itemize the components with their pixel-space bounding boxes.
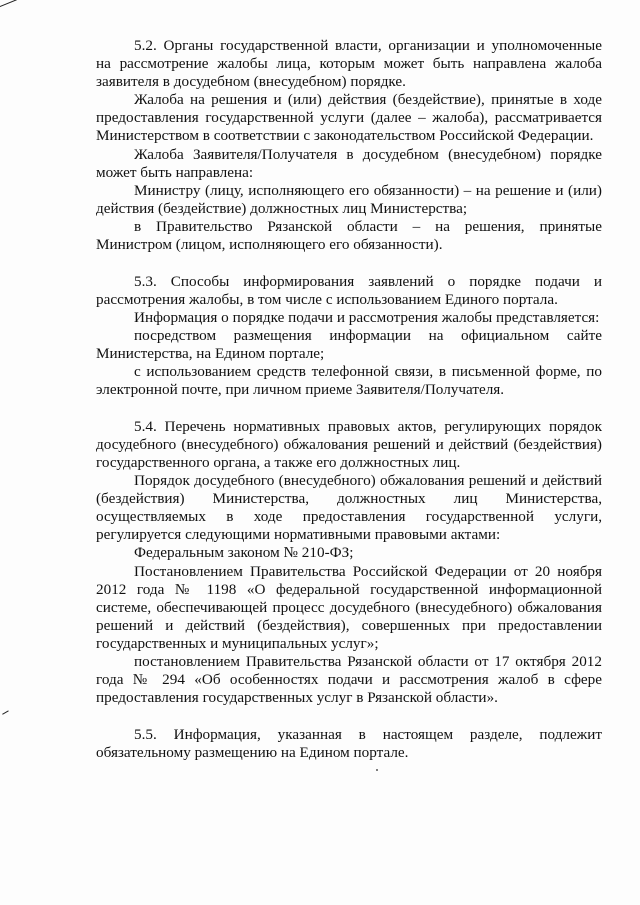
paragraph: Жалоба на решения и (или) действия (бездействие), принятые в ходе предоставления государственной услуги (далее – жалоба), рассматривается Министерством в соответствии с законодательством Российской Федерации.: [96, 91, 602, 145]
paragraph: в Правительство Рязанской области – на решения, принятые Министром (лицом, исполняющего его обязанности).: [96, 217, 602, 254]
section-5-4: [96, 418, 602, 708]
paragraph: с использованием средств телефонной связи, в письменной форме, по электронной почте, при личном приеме Заявителя/Получателя.: [96, 363, 602, 399]
section-5-5: [96, 726, 602, 762]
document-body: [96, 37, 602, 762]
paragraph: Порядок досудебного (внесудебного) обжалования решений и действий (бездействия) Министерства, должностных лиц Министерства, осуществляемых в ходе предоставления государственной услуги, регулируется следующими нормативными правовыми актами:: [96, 472, 602, 544]
paragraph: Министру (лицу, исполняющего его обязанности) – на решение и (или) действия (бездействие) должностных лиц Министерства;: [96, 181, 602, 217]
scan-mark: [0, 0, 17, 7]
paragraph: Постановлением Правительства Российской Федерации от 20 ноября 2012 года № 1198 «О федеральной государственной информационной системе, обеспечивающей процесс досудебного (внесудебного) обжалования решений и действий (бездействия), совершенных при предоставлении государственных и муниципальных услуг»;: [96, 562, 602, 652]
paragraph: 5.3. Способы информирования заявлений о порядке подачи и рассмотрения жалобы, в том числе с использованием Единого портала.: [96, 272, 602, 308]
paragraph: 5.5. Информация, указанная в настоящем разделе, подлежит обязательному размещению на Едином портале.: [96, 725, 602, 761]
scan-mark: [2, 710, 9, 715]
paragraph: Жалоба Заявителя/Получателя в досудебном (внесудебном) порядке может быть направлена:: [96, 145, 602, 181]
paragraph: 5.4. Перечень нормативных правовых актов, регулирующих порядок досудебного (внесудебного) обжалования решений и действий (бездействия) государственного органа, а также его должностных лиц.: [96, 417, 602, 471]
paragraph: Информация о порядке подачи и рассмотрения жалобы представляется:: [134, 308, 600, 326]
paragraph: постановлением Правительства Рязанской области от 17 октября 2012 года № 294 «Об особенностях подачи и рассмотрения жалоб в сфере предоставления государственных услуг в Рязанской области».: [96, 653, 602, 707]
scan-mark: [376, 769, 378, 771]
section-5-2: [96, 37, 602, 254]
paragraph: Федеральным законом № 210-ФЗ;: [134, 544, 354, 562]
section-5-3: [96, 273, 602, 400]
paragraph: 5.2. Органы государственной власти, организации и уполномоченные на рассмотрение жалобы лица, которым может быть направлена жалоба заявителя в досудебном (внесудебном) порядке.: [96, 37, 602, 91]
paragraph: посредством размещения информации на официальном сайте Министерства, на Едином портале;: [96, 326, 602, 362]
